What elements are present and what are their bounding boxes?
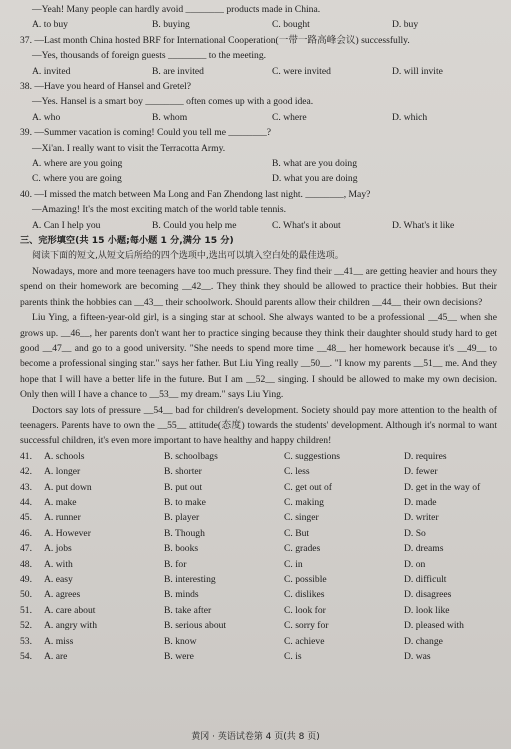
- cloze-option-b: B. know: [164, 635, 197, 647]
- cloze-option-row: [20, 587, 497, 602]
- cloze-option-row: [20, 649, 497, 664]
- question-number: 41.: [20, 450, 32, 462]
- cloze-option-d: D. look like: [404, 604, 450, 616]
- cloze-option-b: B. interesting: [164, 574, 216, 586]
- cloze-option-a: A. make: [44, 497, 77, 508]
- cloze-option-d: D. dreams: [404, 543, 444, 555]
- cloze-option-b: B. to make: [164, 497, 206, 508]
- q40-option-b: B. Could you help me: [152, 219, 237, 231]
- cloze-option-a: A. with: [44, 558, 73, 570]
- cloze-options-list: [20, 449, 497, 665]
- cloze-option-d: D. on: [404, 558, 426, 570]
- cloze-option-row: [20, 526, 497, 541]
- cloze-option-b: B. were: [164, 651, 194, 663]
- q37-option-d: D. will invite: [392, 65, 443, 77]
- cloze-option-d: D. made: [404, 497, 437, 508]
- q38-stem: 38. —Have you heard of Hansel and Gretel?: [20, 81, 192, 93]
- question-number: 45.: [20, 512, 32, 524]
- cloze-option-c: C. achieve: [284, 635, 325, 647]
- passage-paragraph-3: Doctors say lots of pressure __54__ bad for children's development. Society should pay more attention to the health of teenagers. Parents have to own the __55__ attitude(态度) towards the students' development. Although it's normal to want successful children, it's even more important to have healthy and happy children!: [20, 404, 497, 447]
- cloze-option-d: D. disagrees: [404, 589, 452, 601]
- cloze-option-b: B. serious about: [164, 620, 227, 632]
- q39-option-d: D. what you are doing: [272, 173, 358, 185]
- q37-options: [20, 64, 497, 79]
- question-number: 46.: [20, 527, 32, 539]
- question-number: 42.: [20, 466, 32, 478]
- passage-paragraph-1: Nowadays, more and more teenagers have too much pressure. They find their __41__ are getting heavier and hours they spend on their homework are becoming __42__. They think they should be allowed to practice their hobbies. But their parents think the hobbies can __43__ their schoolwork. Should parents allow their children __44__ their own decisions?: [20, 265, 497, 308]
- cloze-option-a: A. put down: [44, 481, 92, 493]
- cloze-option-row: [20, 603, 497, 618]
- cloze-option-c: C. grades: [284, 543, 321, 555]
- cloze-option-a: A. agrees: [44, 589, 81, 601]
- cloze-option-b: B. schoolbags: [164, 450, 218, 462]
- q40-options: [20, 218, 497, 233]
- question-number: 51.: [20, 604, 32, 616]
- q38-reply: —Yes. Hansel is a smart boy ________ often comes up with a good idea.: [32, 96, 314, 108]
- section-instructions: 阅读下面的短文,从短文后所给的四个选项中,选出可以填入空白处的最佳选项。: [32, 250, 344, 261]
- cloze-option-c: C. suggestions: [284, 450, 340, 462]
- cloze-option-d: D. change: [404, 635, 443, 647]
- cloze-option-a: A. miss: [44, 635, 74, 647]
- cloze-option-c: C. But: [284, 527, 310, 539]
- q40-option-c: C. What's it about: [272, 219, 341, 231]
- cloze-option-a: A. easy: [44, 574, 73, 586]
- q36-option-c: C. bought: [272, 19, 310, 31]
- cloze-option-c: C. possible: [284, 574, 327, 586]
- cloze-option-row: [20, 449, 497, 464]
- q36-stem: —Yeah! Many people can hardly avoid ________ products made in China.: [32, 4, 321, 15]
- cloze-option-a: A. schools: [44, 450, 85, 462]
- q38-option-c: C. where: [272, 111, 307, 123]
- cloze-option-b: B. player: [164, 512, 200, 524]
- cloze-option-c: C. get out of: [284, 481, 332, 493]
- q38-options: [20, 110, 497, 125]
- cloze-option-row: [20, 634, 497, 649]
- cloze-option-a: A. However: [44, 527, 91, 539]
- cloze-option-c: C. less: [284, 466, 310, 478]
- cloze-option-a: A. angry with: [44, 620, 98, 632]
- q37-option-b: B. are invited: [152, 65, 204, 77]
- cloze-option-b: B. books: [164, 543, 199, 555]
- q38-option-b: B. whom: [152, 111, 188, 123]
- cloze-option-c: C. look for: [284, 604, 326, 616]
- cloze-option-d: D. So: [404, 527, 426, 539]
- q37-option-a: A. invited: [32, 65, 71, 77]
- cloze-option-d: D. get in the way of: [404, 481, 481, 493]
- q40-option-a: A. Can I help you: [32, 219, 101, 231]
- q39-options-row1: [20, 156, 497, 171]
- cloze-option-b: B. take after: [164, 604, 212, 616]
- question-number: 53.: [20, 635, 32, 647]
- q40-option-d: D. What's it like: [392, 219, 455, 231]
- page-footer: 黄冈 · 英语试卷第 4 页(共 8 页): [191, 731, 320, 742]
- cloze-option-a: A. are: [44, 651, 68, 663]
- question-number: 50.: [20, 589, 32, 601]
- cloze-option-a: A. care about: [44, 604, 96, 616]
- cloze-option-c: C. dislikes: [284, 589, 325, 601]
- q36-option-b: B. buying: [152, 19, 190, 31]
- cloze-option-c: C. in: [284, 558, 303, 570]
- q39-options-row2: [20, 171, 497, 186]
- cloze-option-d: D. was: [404, 651, 431, 663]
- cloze-option-a: A. longer: [44, 466, 81, 478]
- cloze-option-b: B. minds: [164, 589, 199, 601]
- cloze-option-row: [20, 572, 497, 587]
- q36-option-a: A. to buy: [32, 19, 68, 31]
- cloze-option-d: D. requires: [404, 450, 447, 462]
- cloze-option-row: [20, 495, 497, 510]
- cloze-option-row: [20, 541, 497, 556]
- q39-option-b: B. what are you doing: [272, 158, 357, 170]
- q39-stem: 39. —Summer vacation is coming! Could you tell me ________?: [20, 127, 272, 139]
- cloze-option-d: D. fewer: [404, 466, 438, 478]
- q36-options: [20, 17, 497, 32]
- cloze-option-d: D. difficult: [404, 574, 447, 586]
- q38-option-d: D. which: [392, 111, 428, 123]
- cloze-option-b: B. for: [164, 558, 187, 570]
- cloze-option-row: [20, 480, 497, 495]
- question-number: 44.: [20, 497, 32, 508]
- q39-option-c: C. where you are going: [32, 173, 122, 185]
- cloze-option-b: B. shorter: [164, 466, 202, 478]
- q38-option-a: A. who: [32, 111, 61, 123]
- cloze-option-b: B. put out: [164, 481, 203, 493]
- cloze-option-d: D. writer: [404, 512, 439, 524]
- question-number: 48.: [20, 558, 32, 570]
- question-number: 47.: [20, 543, 32, 555]
- cloze-option-row: [20, 510, 497, 525]
- cloze-option-row: [20, 618, 497, 633]
- question-number: 52.: [20, 620, 32, 632]
- passage-paragraph-2: Liu Ying, a fifteen-year-old girl, is a singing star at school. She always wanted to be a professional __45__ when she grows up. __46__, her parents don't want her to practice singing because they think their daughter should study hard to get good __47__ and go to a good university. "She needs to spend more time __48__ her homework because it's __49__ to become a professional singing star." says her father. But Liu Ying really __50__. "I know my parents __51__ me. And they hope that I will have a better life in the future. But I am __52__ singing. I should be allowed to make my own decision. Only then will I have a chance to __53__ my dream." says Liu Ying.: [20, 312, 497, 401]
- cloze-option-c: C. sorry for: [284, 620, 329, 632]
- cloze-option-a: A. jobs: [44, 543, 72, 555]
- cloze-option-d: D. pleased with: [404, 620, 464, 632]
- q40-reply: —Amazing! It's the most exciting match of the world table tennis.: [32, 204, 287, 216]
- cloze-option-c: C. singer: [284, 512, 319, 524]
- q39-reply: —Xi'an. I really want to visit the Terracotta Army.: [32, 142, 226, 154]
- q40-stem: 40. —I missed the match between Ma Long and Fan Zhendong last night. ________, May?: [20, 188, 371, 200]
- q39-option-a: A. where are you going: [32, 158, 123, 170]
- q37-stem: 37. —Last month China hosted BRF for International Cooperation(一带一路高峰会议) successfully.: [20, 34, 410, 46]
- question-number: 49.: [20, 574, 32, 586]
- cloze-option-a: A. runner: [44, 512, 81, 524]
- cloze-option-row: [20, 557, 497, 572]
- question-number: 43.: [20, 481, 32, 493]
- q37-option-c: C. were invited: [272, 65, 331, 77]
- cloze-option-c: C. making: [284, 497, 324, 508]
- section-title: 三、完形填空(共 15 小题;每小题 1 分,满分 15 分): [20, 235, 234, 247]
- q36-option-d: D. buy: [392, 19, 419, 31]
- q37-reply: —Yes, thousands of foreign guests ________ to the meeting.: [32, 50, 267, 62]
- cloze-option-c: C. is: [284, 651, 302, 663]
- cloze-option-row: [20, 464, 497, 479]
- question-number: 54.: [20, 651, 32, 663]
- cloze-option-b: B. Though: [164, 527, 205, 539]
